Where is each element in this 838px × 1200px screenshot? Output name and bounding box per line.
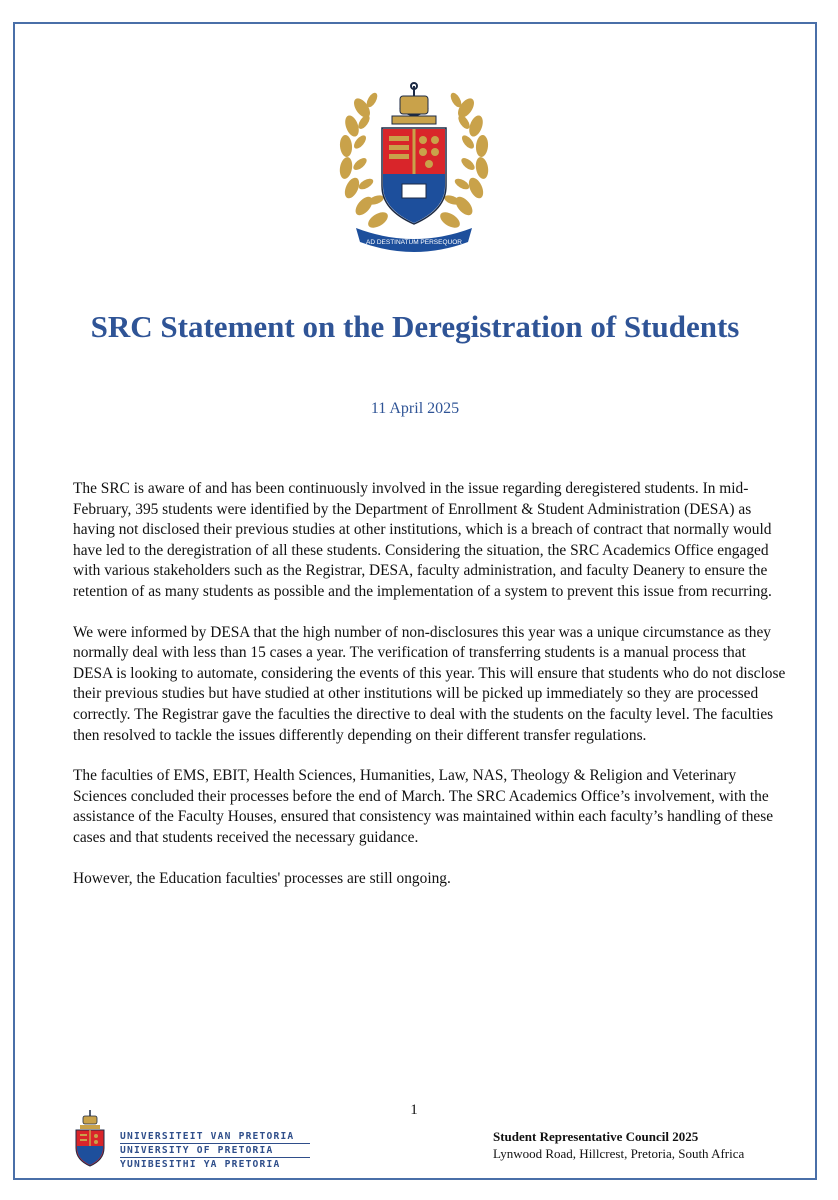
footer-crest-icon (70, 1108, 110, 1170)
paragraph: The faculties of EMS, EBIT, Health Sciences, Humanities, Law, NAS, Theology & Religion and Veterinary Sciences concluded their processes before the end of March. The SRC Academics Office’s involvement, with the assistance of the Faculty Houses, ensured that consistency was maintained within each faculty’s handling of these cases and that students received the necessary guidance. (73, 767, 774, 846)
paragraph: The SRC is aware of and has been continuously involved in the issue regarding deregistered students. In mid-February, 395 students were identified by the Department of Enrollment & Student Administration (DESA) as having not disclosed their previous studies at other institutions, which is a breach of contract that normally would have led to the deregistration of all these students. Considering the situation, the SRC Academics Office engaged with various stakeholders such as the Registrar, DESA, faculty administration, and faculty Deanery to ensure the retention of as many students as possible and the implementation of a system to prevent this issue from recurring. (73, 480, 772, 600)
divider (120, 1157, 310, 1158)
statement-date: 11 April 2025 (370, 400, 460, 417)
university-names (120, 1131, 310, 1171)
motto-text: AD DESTINATUM PERSEQUOR (366, 239, 462, 246)
university-name-english: UNIVERSITY OF PRETORIA (120, 1145, 274, 1157)
statement-body (73, 479, 787, 909)
university-name-sepedi: YUNIBESITHI YA PRETORIA (120, 1159, 281, 1171)
university-name-afrikaans: UNIVERSITEIT VAN PRETORIA (120, 1131, 295, 1142)
paragraph: However, the Education faculties' processes are still ongoing. (73, 869, 451, 887)
organization-name: Student Representative Council 2025 (493, 1129, 699, 1144)
divider (120, 1143, 310, 1144)
university-crest-logo (334, 78, 494, 260)
footer-university-logo (70, 1108, 300, 1172)
paragraph: We were informed by DESA that the high number of non-disclosures this year was a unique circumstance as they normally deal with less than 15 cases a year. The verification of transferring students is a manual process that DESA is looking to automate, considering the events of this year. This will ensure that students who do not disclose their previous studies but have studied at other institutions will be picked up immediately so they are processed correctly. The Registrar gave the faculties the directive to deal with the students on the faculty level. The faculties then resolved to tackle the issues differently depending on their different transfer regulations. (73, 623, 786, 744)
page-title: SRC Statement on the Deregistration of Students (90, 309, 740, 344)
footer-contact (493, 1128, 813, 1162)
organization-address: Lynwood Road, Hillcrest, Pretoria, South Africa (493, 1146, 745, 1161)
page-number: 1 (410, 1102, 418, 1118)
